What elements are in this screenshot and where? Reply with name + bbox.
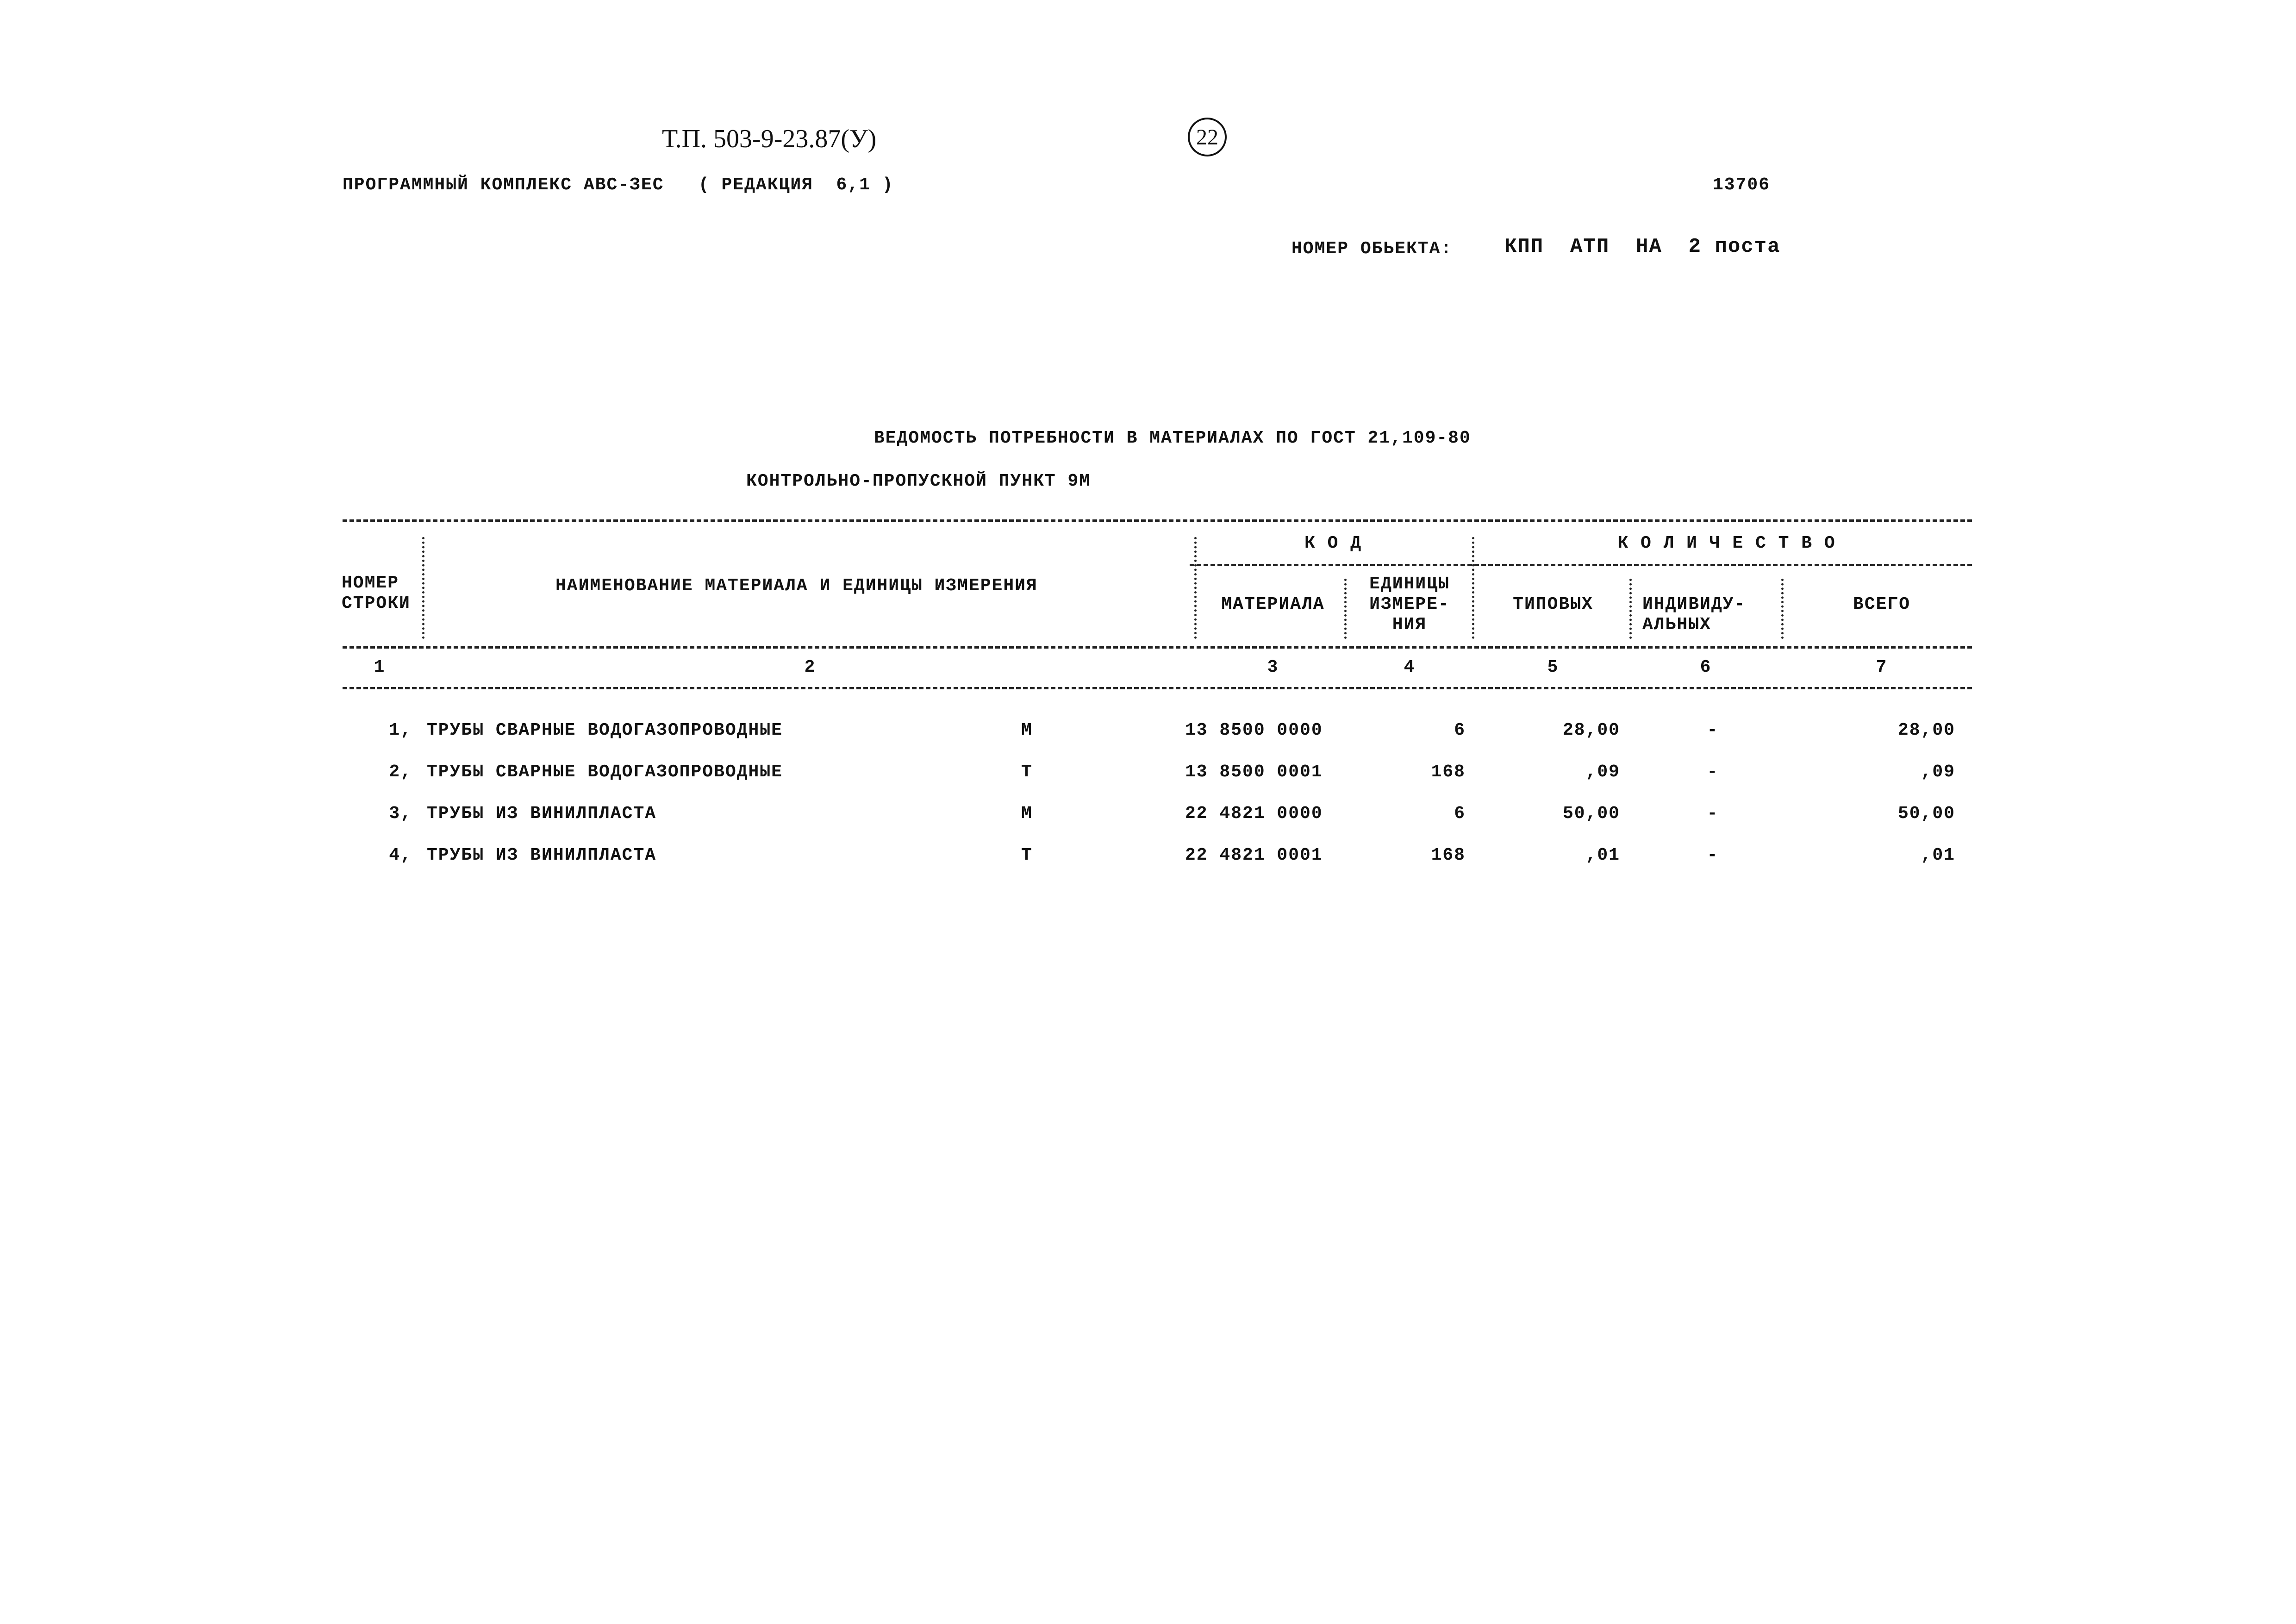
unit-code: 6 (1454, 720, 1466, 740)
doc-number: Т.П. 503-9-23.87(У) (662, 125, 877, 153)
qty-typical: ,01 (1585, 845, 1620, 865)
column-numbers-rule (343, 687, 1972, 689)
qty-total: 28,00 (1897, 720, 1955, 740)
table-row (0, 804, 2296, 831)
header-code-group: К О Д (1304, 533, 1362, 553)
header-material-name: НАИМЕНОВАНИЕ МАТЕРИАЛА И ЕДИНИЦЫ ИЗМЕРЕНИЯ (555, 576, 1038, 596)
table-top-rule (343, 519, 1972, 522)
column-number-1: 1 (374, 657, 386, 677)
row-number: 3, (389, 804, 412, 824)
object-label: НОМЕР ОБЬЕКТА: (1292, 239, 1453, 259)
row-number: 4, (389, 845, 412, 865)
qty-individual: - (1707, 762, 1719, 782)
row-number: 1, (389, 720, 412, 740)
program-line: ПРОГРАММНЫЙ КОМПЛЕКС АВС-ЗЕС ( РЕДАКЦИЯ 6,1 ) (343, 175, 894, 195)
column-number-4: 4 (1404, 657, 1416, 677)
col-sep-5 (1629, 579, 1632, 639)
qty-typical: ,09 (1585, 762, 1620, 782)
unit: М (1021, 804, 1033, 824)
doc-code: 13706 (1713, 175, 1771, 195)
unit: Т (1021, 845, 1033, 865)
column-number-2: 2 (804, 657, 816, 677)
unit: М (1021, 720, 1033, 740)
qty-total: ,09 (1921, 762, 1955, 782)
qty-individual: - (1707, 720, 1719, 740)
qty-individual: - (1707, 845, 1719, 865)
column-number-7: 7 (1876, 657, 1888, 677)
unit-code: 6 (1454, 804, 1466, 824)
sheet-number (1188, 118, 1227, 156)
report-subtitle: КОНТРОЛЬНО-ПРОПУСКНОЙ ПУНКТ 9М (746, 471, 1091, 491)
unit-code: 168 (1431, 845, 1466, 865)
column-number-5: 5 (1547, 657, 1559, 677)
header-qty-typical: ТИПОВЫХ (1513, 594, 1593, 614)
material-code: 13 8500 0000 (1185, 720, 1323, 740)
material-name: ТРУБЫ СВАРНЫЕ ВОДОГАЗОПРОВОДНЫЕ (427, 720, 783, 740)
table-row (0, 762, 2296, 790)
unit-code: 168 (1431, 762, 1466, 782)
header-qty-total: ВСЕГО (1853, 594, 1911, 614)
unit: Т (1021, 762, 1033, 782)
sheet-number-text: 22 (1196, 125, 1218, 150)
qty-individual: - (1707, 804, 1719, 824)
col-sep-1 (422, 537, 424, 639)
column-number-3: 3 (1267, 657, 1279, 677)
qty-total: ,01 (1921, 845, 1955, 865)
row-number: 2, (389, 762, 412, 782)
header-bottom-rule (343, 646, 1972, 649)
object-value: КПП АТП НА 2 поста (1504, 235, 1781, 258)
header-qty-individual: ИНДИВИДУ- АЛЬНЫХ (1642, 594, 1746, 635)
group-rule (1190, 564, 1972, 566)
header-unit-code: ЕДИНИЦЫ ИЗМЕРЕ- НИЯ (1369, 574, 1450, 635)
material-code: 13 8500 0001 (1185, 762, 1323, 782)
material-name: ТРУБЫ СВАРНЫЕ ВОДОГАЗОПРОВОДНЫЕ (427, 762, 783, 782)
material-name: ТРУБЫ ИЗ ВИНИЛПЛАСТА (427, 845, 657, 865)
report-title: ВЕДОМОСТЬ ПОТРЕБНОСТИ В МАТЕРИАЛАХ ПО ГОСТ 21,109-80 (874, 428, 1471, 448)
qty-typical: 28,00 (1562, 720, 1620, 740)
col-sep-4 (1472, 537, 1474, 639)
header-row-number: НОМЕР СТРОКИ (342, 573, 411, 613)
column-number-6: 6 (1700, 657, 1712, 677)
material-name: ТРУБЫ ИЗ ВИНИЛПЛАСТА (427, 804, 657, 824)
col-sep-3 (1344, 579, 1347, 639)
qty-total: 50,00 (1897, 804, 1955, 824)
col-sep-2 (1194, 537, 1197, 639)
material-code: 22 4821 0001 (1185, 845, 1323, 865)
col-sep-6 (1781, 579, 1784, 639)
material-code: 22 4821 0000 (1185, 804, 1323, 824)
header-quantity-group: К О Л И Ч Е С Т В О (1617, 533, 1836, 553)
table-row (0, 845, 2296, 873)
table-row (0, 720, 2296, 748)
qty-typical: 50,00 (1562, 804, 1620, 824)
header-material-code: МАТЕРИАЛА (1221, 594, 1325, 614)
